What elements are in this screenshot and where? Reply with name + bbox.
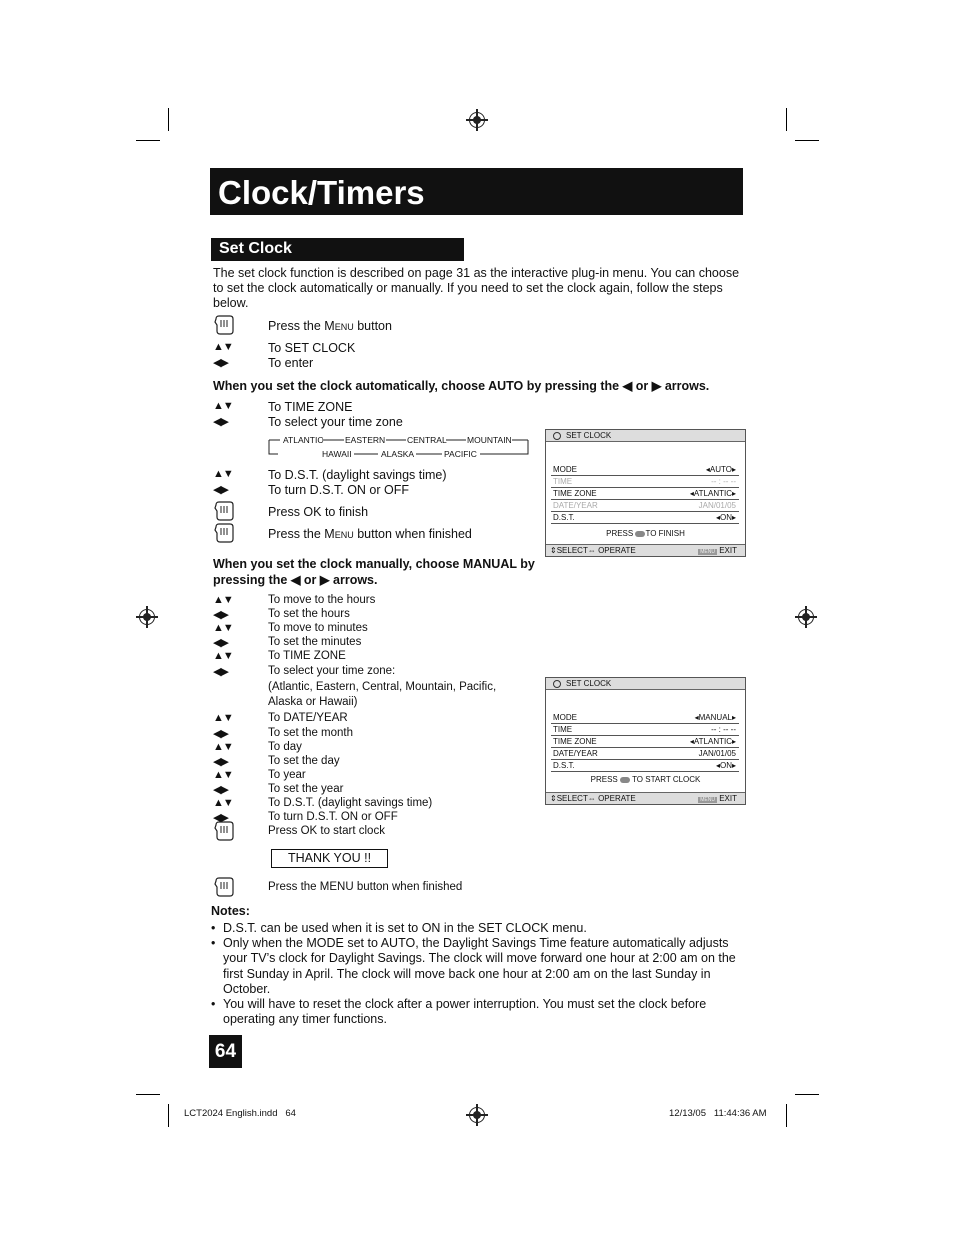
zone-hawaii: HAWAII [322,449,352,459]
menu-row-time [551,724,739,736]
press-instruction [546,775,745,784]
menu-button-icon: MENU [700,549,715,555]
manual-heading-line2 [213,572,377,587]
page-title: Clock/Timers [210,168,743,215]
up-down-arrows-icon: ▲▼ [213,769,233,781]
menu-row-dst [551,760,739,772]
row-value: JAN/01/05 [698,749,736,758]
menu-row-time-zone [551,488,739,500]
step-text: To select your time zone [268,415,403,429]
footer-file: LCT2024 English.indd 64 [184,1108,296,1119]
hand-press-icon [213,523,235,543]
manual-heading-line1: When you set the clock manually, choose MANUAL by [213,557,535,571]
step-text: To move to the hours [268,594,376,606]
left-right-arrows-icon: ◀▶ [213,784,228,796]
auto-heading [213,378,709,393]
notes-heading: Notes: [211,904,250,918]
row-name: TIME ZONE [553,737,597,746]
step-text: To select your time zone: [268,665,396,677]
step-text: To move to minutes [268,622,368,634]
menu-word: Menu [324,527,354,541]
registration-mark-icon [139,609,155,625]
crop-mark [136,1094,160,1095]
text: PRESS [590,775,618,784]
screen-footer [546,544,745,556]
zone-central: CENTRAL [407,435,447,445]
clock-icon [553,680,561,688]
menu-row-time-zone [551,736,739,748]
hand-press-icon [213,315,235,335]
text: OPERATE [598,546,636,555]
row-name: DATE/YEAR [553,749,598,758]
row-name: D.S.T. [553,513,575,522]
zone-eastern: EASTERN [345,435,386,445]
thank-you-box: THANK YOU !! [271,849,388,868]
note-item: • Only when the MODE set to AUTO, the Daylight Savings Time feature automatically adjusts your TV’s clock for Daylight Savings. The clock will move forward one hour at 2:00 am on the first Sunday in April. The clock will move back one hour at 2:00 am on the last Sunday in October. [213,936,743,997]
text: TO FINISH [645,529,685,538]
hand-press-icon [213,821,235,841]
left-right-arrows-icon: ◀▶ [213,666,228,678]
text: or [635,379,649,393]
ok-button-icon [620,777,630,783]
step-text: (Atlantic, Eastern, Central, Mountain, Pacific, [268,681,497,693]
step-text: To D.S.T. (daylight savings time) [268,797,433,809]
left-right-arrows-icon: ◀▶ [213,756,228,768]
step-text: To turn D.S.T. ON or OFF [268,811,398,823]
note-item: • You will have to reset the clock after a power interruption. You must set the clock before operating any timer functions. [213,997,743,1027]
text: button when finished [357,527,472,541]
intro-paragraph: The set clock function is described on page 31 as the interactive plug-in menu. You can choose to set the clock automatically or manually. If you need to set the clock again, follow the steps below. [213,266,740,311]
row-value: ◂ATLANTIC▸ [689,737,736,746]
step-text: To set the day [268,755,340,767]
text: PRESS [606,529,634,538]
crop-mark [786,1104,787,1127]
menu-row-date-year [551,748,739,760]
step-text: Press OK to start clock [268,825,385,837]
right-arrow-icon: ▶ [651,379,662,393]
up-down-icon: ⇕ [550,794,557,803]
row-value: ◂ON▸ [715,513,736,522]
menu-button-icon: MENU [700,797,715,803]
text: arrows. [664,379,710,393]
step-text: To D.S.T. (daylight savings time) [268,468,447,482]
text: pressing the [213,573,288,587]
left-right-arrows-icon: ◀▶ [213,484,228,496]
press-instruction [546,529,745,538]
row-value-text: AUTO [709,465,732,474]
up-down-arrows-icon: ▲▼ [213,400,233,412]
step-text: Alaska or Hawaii) [268,696,358,708]
zone-atlantic: ATLANTIC [283,435,324,445]
row-value-text: ON [719,761,732,770]
menu-row-dst [551,512,739,524]
text: or [303,573,317,587]
step-text: To enter [268,356,314,370]
notes-list [213,921,743,1027]
hand-press-icon [213,501,235,521]
crop-mark [168,108,169,131]
text: button [357,319,392,333]
left-arrow-icon: ◀ [290,573,301,587]
crop-mark [136,140,160,141]
menu-row-time [551,476,739,488]
section-title: Set Clock [211,238,464,261]
row-value: -- : -- -- [711,725,736,734]
registration-mark-icon [469,1107,485,1123]
step-text: To TIME ZONE [268,400,353,414]
registration-mark-icon [798,609,814,625]
set-clock-screen-auto [545,429,746,557]
crop-mark [795,1094,819,1095]
crop-mark [795,140,819,141]
text: arrows. [333,573,378,587]
row-name: MODE [553,465,577,474]
crop-mark [168,1104,169,1127]
step-text: To set the year [268,783,344,795]
menu-word: Menu [324,319,354,333]
row-name: D.S.T. [553,761,575,770]
menu-row-mode [551,464,739,476]
row-value: ◂MANUAL▸ [694,713,736,722]
text: SELECT [556,794,588,803]
ok-button-icon [635,531,645,537]
menu-row-date-year [551,500,739,512]
up-down-arrows-icon: ▲▼ [213,650,233,662]
left-arrow-icon: ◀ [622,379,633,393]
footer-date: 12/13/05 11:44:36 AM [669,1108,767,1119]
menu-row-mode [551,712,739,724]
row-value-text: MANUAL [698,713,732,722]
left-right-icon: ⇔ [587,794,596,803]
text: OPERATE [598,794,636,803]
step-text: To year [268,769,306,781]
crop-mark [786,108,787,131]
row-value-text: ATLANTIC [693,489,732,498]
step-text: To day [268,741,302,753]
row-value: ◂ATLANTIC▸ [689,489,736,498]
left-right-arrows-icon: ◀▶ [213,357,228,369]
row-value: ◂ON▸ [715,761,736,770]
set-clock-screen-manual [545,677,746,805]
screen-header [546,678,745,690]
screen-header [546,430,745,442]
step-text: To turn D.S.T. ON or OFF [268,483,409,497]
text: Press the [268,527,321,541]
left-right-arrows-icon: ◀▶ [213,416,228,428]
up-down-arrows-icon: ▲▼ [213,622,233,634]
screen-title: SET CLOCK [566,679,612,688]
note-item: • D.S.T. can be used when it is set to ON in the SET CLOCK menu. [213,921,743,936]
left-right-arrows-icon: ◀▶ [213,812,228,824]
up-down-icon: ⇕ [550,546,557,555]
left-right-arrows-icon: ◀▶ [213,609,228,621]
up-down-arrows-icon: ▲▼ [213,341,233,353]
zone-alaska: ALASKA [381,449,415,459]
row-name: TIME ZONE [553,489,597,498]
step-text: To SET CLOCK [268,341,356,355]
step-text: To set the minutes [268,636,362,648]
screen-title: SET CLOCK [566,431,612,440]
row-value: ◂AUTO▸ [705,465,736,474]
row-name: TIME [553,477,573,486]
step-text: To set the hours [268,608,350,620]
zone-mountain: MOUNTAIN [467,435,512,445]
up-down-arrows-icon: ▲▼ [213,741,233,753]
up-down-arrows-icon: ▲▼ [213,594,233,606]
up-down-arrows-icon: ▲▼ [213,797,233,809]
row-name: DATE/YEAR [553,501,598,510]
step-text: Press the MENU button when finished [268,881,463,893]
step-text: Press OK to finish [268,505,369,519]
step-text: To set the month [268,727,354,739]
text: TO START CLOCK [632,775,701,784]
row-name: MODE [553,713,577,722]
text: Press the [268,319,321,333]
row-value: JAN/01/05 [698,501,736,510]
left-right-arrows-icon: ◀▶ [213,728,228,740]
text: EXIT [719,794,737,803]
up-down-arrows-icon: ▲▼ [213,712,233,724]
text: SELECT [556,546,588,555]
zone-pacific: PACIFIC [444,449,477,459]
row-value: -- : -- -- [711,477,736,486]
row-value-text: ATLANTIC [693,737,732,746]
screen-footer [546,792,745,804]
step-text: To DATE/YEAR [268,712,348,724]
page-number: 64 [209,1035,242,1068]
text: EXIT [719,546,737,555]
left-right-icon: ⇔ [587,546,596,555]
left-right-arrows-icon: ◀▶ [213,637,228,649]
row-value-text: ON [719,513,732,522]
clock-icon [553,432,561,440]
up-down-arrows-icon: ▲▼ [213,468,233,480]
right-arrow-icon: ▶ [319,573,330,587]
hand-press-icon [213,877,235,897]
step-text: To TIME ZONE [268,650,346,662]
text: When you set the clock automatically, choose AUTO by pressing the [213,379,620,393]
row-name: TIME [553,725,573,734]
registration-mark-icon [469,112,485,128]
